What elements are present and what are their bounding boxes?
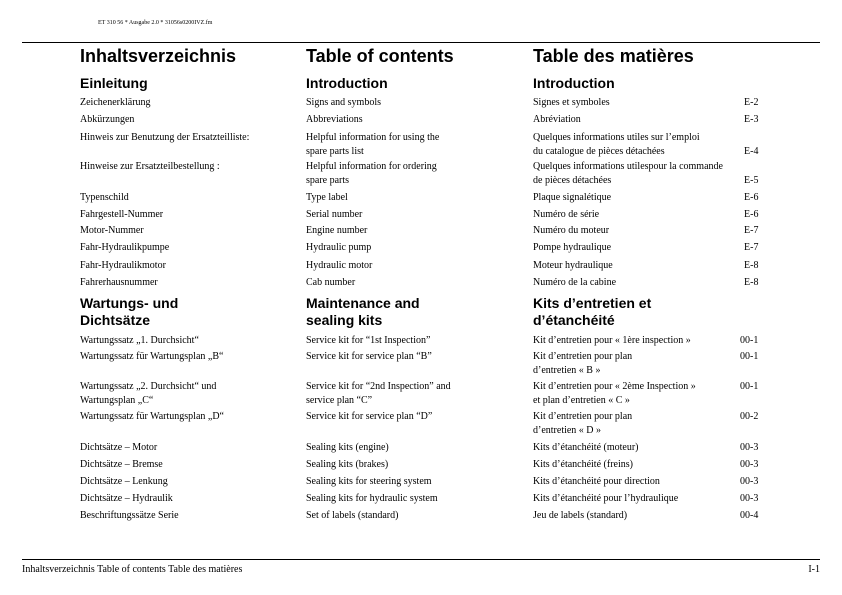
toc-entry-en: Set of labels (standard) [306,510,399,521]
toc-entry-fr: Numéro du moteur [533,225,610,236]
toc-page: E-7 [744,242,759,253]
toc-entry-de: Wartungssatz „1. Durchsicht“ [80,335,199,346]
toc-entry-en: Sealing kits (brakes) [306,459,389,470]
toc-entry-en: Service kit for “1st Inspection” [306,335,431,346]
toc-page: E-4 [744,146,759,157]
toc-entry-fr-cont: d’entretien « D » [533,425,602,436]
toc-page: E-7 [744,225,759,236]
toc-entry-fr: Kits d’étanchéité pour direction [533,476,660,487]
toc-entry-de: Beschriftungssätze Serie [80,510,179,521]
toc-entry-de: Dichtsätze – Bremse [80,459,163,470]
toc-entry-en: Abbreviations [306,114,363,125]
toc-entry-de: Fahr-Hydraulikmotor [80,260,166,271]
toc-page: 00-3 [740,493,759,504]
toc-entry-de: Hinweis zur Benutzung der Ersatzteilliste: [80,132,250,143]
toc-page: 00-2 [740,411,759,422]
toc-entry-fr: Signes et symboles [533,97,610,108]
section-kits-en-line2: sealing kits [306,312,383,328]
toc-page: 00-4 [740,510,759,521]
toc-page: 00-1 [740,351,759,362]
toc-entry-fr: Numéro de la cabine [533,277,617,288]
toc-entry-fr: Abréviation [533,114,581,125]
section-kits-de-line1: Wartungs- und [80,295,179,311]
title-de: Inhaltsverzeichnis [80,46,237,66]
toc-entry-en: Service kit for service plan “D” [306,411,433,422]
toc-entry-fr-cont: du catalogue de pièces détachées [533,146,665,157]
section-kits-fr [533,295,651,329]
toc-page: E-6 [744,192,759,203]
toc-page: 00-3 [740,442,759,453]
toc-entry-fr: Kit d’entretien pour « 2ème Inspection » [533,381,696,392]
toc-entry-en: Type label [306,192,348,203]
toc-entry-fr: Quelques informations utiles sur l’emploi [533,132,700,143]
section-kits-de-line2: Dichtsätze [80,312,151,328]
toc-entry-fr: Kits d’étanchéité pour l’hydraulique [533,493,679,504]
toc-entry-fr: Kit d’entretien pour « 1ère inspection » [533,335,691,346]
toc-entry-en-cont: service plan “C” [306,395,373,406]
footer-page-number: I-1 [808,564,820,575]
toc-entry-en: Helpful information for ordering [306,161,437,172]
toc-entry-de: Wartungssatz „2. Durchsicht“ und [80,381,217,392]
toc-entry-en: Hydraulic pump [306,242,372,253]
toc-entry-de: Abkürzungen [80,114,135,125]
toc-entry-de-cont: Wartungsplan „C“ [80,395,154,406]
toc-entry-de: Wartungssatz für Wartungsplan „D“ [80,411,224,422]
footer-rule [22,559,820,560]
toc-entry-de: Fahrerhausnummer [80,277,158,288]
section-kits-fr-line2: d’étanchéité [533,312,615,328]
section-kits-en-line1: Maintenance and [306,295,420,311]
title-fr: Table des matières [533,46,694,66]
toc-page: 00-1 [740,335,759,346]
toc-entry-fr-cont: d’entretien « B » [533,365,601,376]
toc-entry-de: Fahr-Hydraulikpumpe [80,242,170,253]
toc-entry-en: Sealing kits (engine) [306,442,389,453]
toc-page: 00-1 [740,381,759,392]
toc-entry-fr: Kit d’entretien pour plan [533,351,633,362]
toc-page: 00-3 [740,476,759,487]
toc-entry-de: Hinweise zur Ersatzteilbestellung : [80,161,220,172]
toc-entry-fr-cont: et plan d’entretien « C » [533,395,630,406]
toc-page: E-8 [744,260,759,271]
toc-entry-en: Sealing kits for hydraulic system [306,493,438,504]
footer-title: Inhaltsverzeichnis Table of contents Table des matières [22,564,243,575]
toc-page: E-5 [744,175,759,186]
toc-entry-de: Motor-Nummer [80,225,144,236]
toc-entry-de: Dichtsätze – Lenkung [80,476,168,487]
toc-entry-fr: Moteur hydraulique [533,260,613,271]
toc-entry-de: Dichtsätze – Hydraulik [80,493,173,504]
toc-entry-de: Fahrgestell-Nummer [80,209,164,220]
section-kits-de [80,295,178,329]
toc-page: E-6 [744,209,759,220]
toc-entry-en: Sealing kits for steering system [306,476,432,487]
section-kits-en [306,295,420,329]
title-en: Table of contents [306,46,454,66]
toc-page: 00-3 [740,459,759,470]
toc-entry-en: Signs and symbols [306,97,382,108]
toc-entry-de: Typenschild [80,192,129,203]
toc-entry-de: Dichtsätze – Motor [80,442,158,453]
toc-entry-en: Engine number [306,225,368,236]
toc-entry-fr: Pompe hydraulique [533,242,612,253]
toc-page: E-3 [744,114,759,125]
toc-entry-de: Zeichenerklärung [80,97,151,108]
toc-entry-en: Service kit for “2nd Inspection” and [306,381,451,392]
toc-entry-fr: Plaque signalétique [533,192,612,203]
toc-page: E-2 [744,97,759,108]
toc-entry-fr: Kit d’entretien pour plan [533,411,633,422]
section-intro-en: Introduction [306,75,388,91]
header-rule [22,42,820,43]
toc-entry-en: Cab number [306,277,356,288]
toc-entry-fr: Numéro de série [533,209,600,220]
toc-entry-en-cont: spare parts [306,175,350,186]
toc-entry-en-cont: spare parts list [306,146,364,157]
toc-entry-fr: Kits d’étanchéité (freins) [533,459,633,470]
section-kits-fr-line1: Kits d’entretien et [533,295,652,311]
toc-entry-fr-cont: de pièces détachées [533,175,612,186]
toc-entry-de: Wartungssatz für Wartungsplan „B“ [80,351,224,362]
section-intro-de: Einleitung [80,75,148,91]
toc-entry-fr: Kits d’étanchéité (moteur) [533,442,639,453]
toc-entry-en: Hydraulic motor [306,260,373,271]
toc-page: E-8 [744,277,759,288]
toc-entry-en: Service kit for service plan “B” [306,351,432,362]
toc-entry-en: Serial number [306,209,363,220]
toc-entry-en: Helpful information for using the [306,132,440,143]
toc-entry-fr: Jeu de labels (standard) [533,510,628,521]
running-head: ET 310 56 * Ausgabe 2.0 * 31056s0200IVZ.fm [98,20,213,26]
toc-entry-fr: Quelques informations utilespour la commande [533,161,723,172]
section-intro-fr: Introduction [533,75,615,91]
